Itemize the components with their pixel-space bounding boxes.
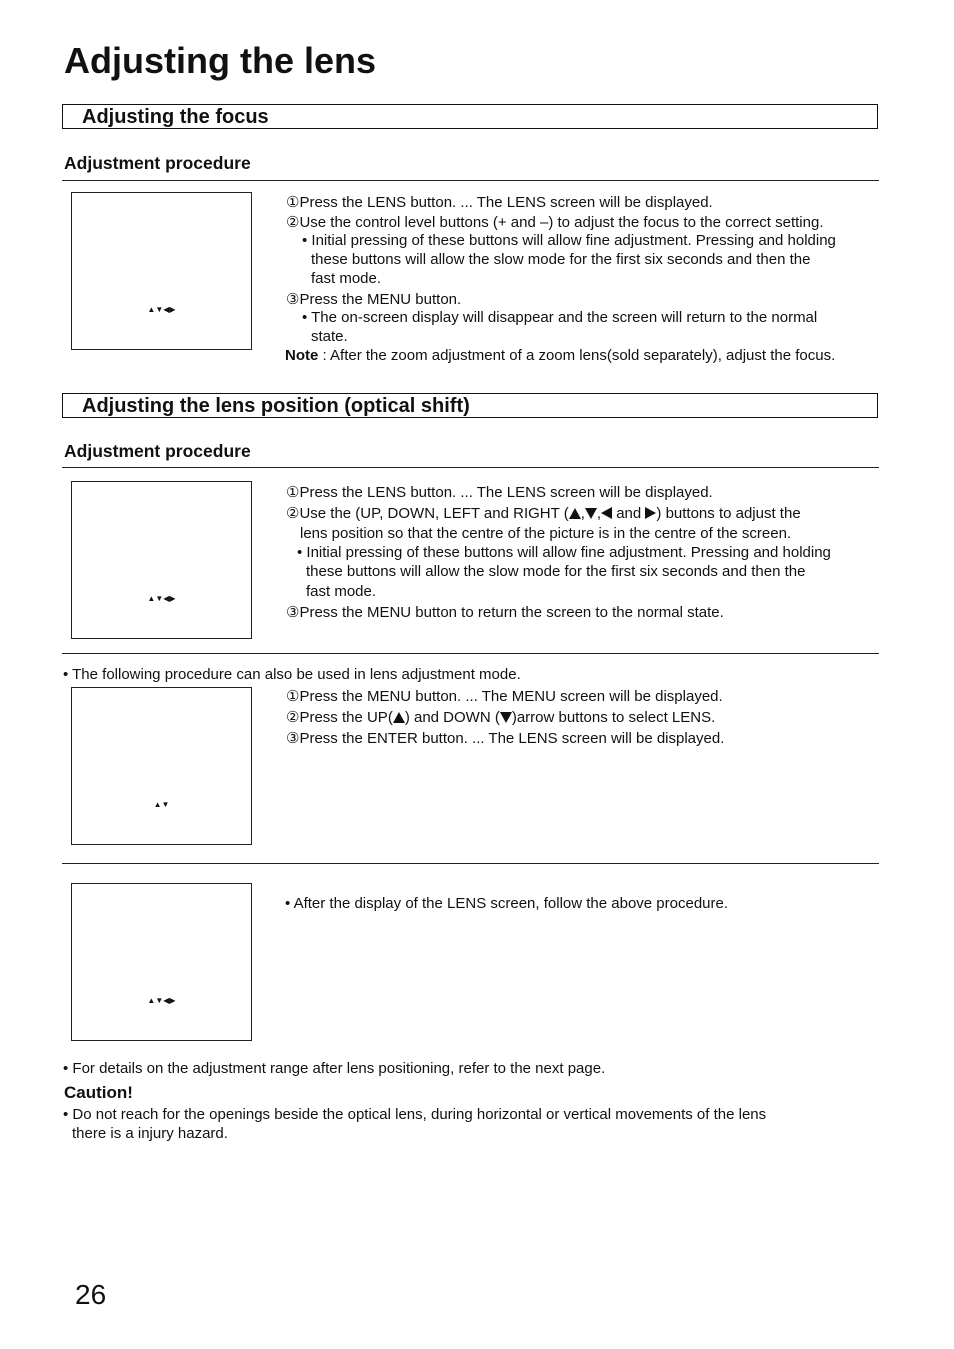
divider — [62, 180, 879, 181]
shift-step-2-text: ) buttons to adjust the — [656, 505, 801, 522]
shift-step-3: ③Press the MENU button to return the screen to the normal state. — [286, 604, 724, 621]
shift-step-2 — [286, 504, 801, 522]
alt-step-2-text: ) and DOWN ( — [404, 709, 500, 726]
focus-step-3-bullet: • The on-screen display will disappear and the screen will return to the normal — [302, 309, 818, 326]
shift-section-heading: Adjusting the lens position (optical shift) — [82, 395, 470, 417]
focus-section-heading-box — [62, 104, 878, 129]
page-title: Adjusting the lens — [64, 40, 377, 81]
caution-text-cont: there is a injury hazard. — [72, 1125, 228, 1142]
alt-step-1: ①Press the MENU button. ... The MENU screen will be displayed. — [286, 688, 723, 705]
arrow-buttons-icon: ▲▼◀▶ — [147, 594, 176, 603]
note-text: : After the zoom adjustment of a zoom lens(sold separately), adjust the focus. — [318, 347, 836, 364]
up-down-buttons-icon: ▲▼ — [153, 800, 170, 809]
divider — [62, 467, 879, 468]
shift-adjustment-procedure-heading: Adjustment procedure — [64, 441, 251, 461]
alt-intro: • The following procedure can also be used in lens adjustment mode. — [63, 666, 521, 683]
lens-screen-illustration — [71, 883, 252, 1041]
focus-step-1: ①Press the LENS button. ... The LENS screen will be displayed. — [286, 194, 713, 211]
focus-adjustment-procedure-heading: Adjustment procedure — [64, 153, 251, 173]
focus-section-heading: Adjusting the focus — [82, 106, 269, 128]
separator: , — [580, 505, 585, 522]
note-label: Note — [285, 347, 319, 364]
focus-step-2-bullet-cont: these buttons will allow the slow mode for the first six seconds and then the — [311, 251, 811, 268]
shift-step-2-text: ②Use the (UP, DOWN, LEFT and RIGHT ( — [286, 505, 569, 522]
triangle-left-icon — [601, 507, 612, 519]
shift-step-2-cont: lens position so that the centre of the picture is in the centre of the screen. — [300, 525, 792, 542]
focus-step-3-bullet-cont: state. — [311, 328, 348, 345]
focus-note — [285, 347, 835, 364]
focus-step-2-bullet: • Initial pressing of these buttons will allow fine adjustment. Pressing and holding — [302, 232, 836, 249]
after-text: • After the display of the LENS screen, follow the above procedure. — [285, 895, 729, 912]
shift-section-heading-box — [62, 393, 878, 418]
alt-step-2-text: ②Press the UP( — [286, 709, 393, 726]
shift-step-1: ①Press the LENS button. ... The LENS screen will be displayed. — [286, 484, 713, 501]
focus-step-2-bullet-cont: fast mode. — [311, 270, 382, 287]
divider — [62, 653, 879, 654]
triangle-down-icon — [585, 508, 597, 519]
triangle-right-icon — [645, 507, 656, 519]
triangle-up-icon — [393, 712, 405, 723]
alt-step-3: ③Press the ENTER button. ... The LENS screen will be displayed. — [286, 730, 725, 747]
alt-step-2-text: )arrow buttons to select LENS. — [511, 709, 716, 726]
and-text: and — [612, 505, 646, 522]
page-number: 26 — [75, 1279, 107, 1310]
menu-screen-illustration — [71, 687, 252, 845]
shift-bullet-cont: fast mode. — [306, 583, 377, 600]
focus-step-2: ②Use the control level buttons (+ and –) to adjust the focus to the correct setting. — [286, 214, 824, 231]
shift-bullet-cont: these buttons will allow the slow mode for the first six seconds and then the — [306, 563, 806, 580]
arrow-buttons-icon: ▲▼◀▶ — [147, 996, 176, 1005]
shift-bullet: • Initial pressing of these buttons will allow fine adjustment. Pressing and holding — [297, 544, 831, 561]
divider — [62, 863, 879, 864]
caution-heading: Caution! — [64, 1083, 133, 1102]
separator: , — [596, 505, 602, 522]
lens-screen-illustration — [71, 192, 252, 350]
triangle-down-icon — [500, 712, 512, 723]
arrow-buttons-icon: ▲▼◀▶ — [147, 305, 176, 314]
focus-step-3: ③Press the MENU button. — [286, 291, 462, 308]
alt-step-2 — [286, 708, 715, 726]
triangle-up-icon — [569, 508, 581, 519]
lens-screen-illustration — [71, 481, 252, 639]
caution-text: • Do not reach for the openings beside the optical lens, during horizontal or vertical movements of the lens — [63, 1106, 767, 1123]
details-note: • For details on the adjustment range after lens positioning, refer to the next page. — [63, 1060, 606, 1077]
